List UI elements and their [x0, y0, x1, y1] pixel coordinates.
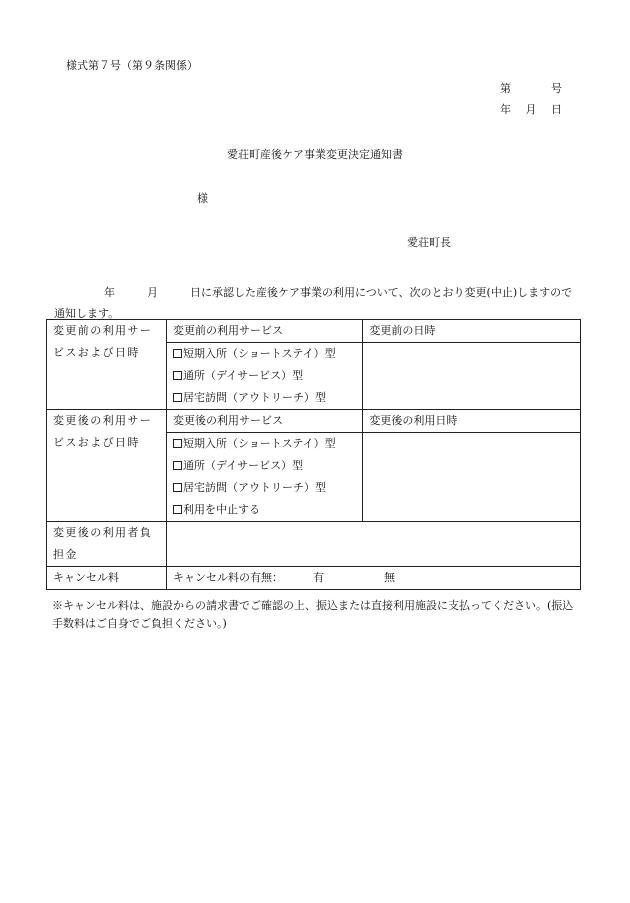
- after-service-header: 変更後の利用サービス: [166, 410, 362, 433]
- checkbox-icon: [173, 505, 182, 514]
- before-service-options: [166, 343, 362, 410]
- after-option-cancel-use[interactable]: 利用を中止する: [173, 499, 356, 521]
- document-title: 愛荘町産後ケア事業変更決定通知書: [227, 148, 403, 161]
- checkbox-icon: [173, 393, 182, 402]
- date-month: 月: [525, 103, 537, 116]
- before-service-header: 変更前の利用サービス: [166, 320, 362, 343]
- form-label: 様式第７号（第９条関係）: [66, 59, 198, 72]
- document-number-prefix: 第: [500, 82, 511, 95]
- body-sentence: 日に承認した産後ケア事業の利用について、次のとおり変更(中止)しますので通知します。: [54, 286, 573, 320]
- after-option-day-service[interactable]: 通所（デイサービス）型: [173, 455, 356, 477]
- before-option-day-service[interactable]: 通所（デイサービス）型: [173, 365, 356, 387]
- before-label: 変更前の利用サービスおよび日時: [47, 320, 167, 410]
- cancel-fee-yes[interactable]: 有: [312, 571, 324, 584]
- after-option-outreach[interactable]: 居宅訪問（アウトリーチ）型: [173, 477, 356, 499]
- cancel-fee-no[interactable]: 無: [383, 571, 395, 584]
- before-date-value[interactable]: [363, 343, 581, 410]
- body-month: 月: [147, 286, 158, 299]
- checkbox-icon: [173, 349, 182, 358]
- body-year: 年: [104, 286, 115, 299]
- document-date: [500, 104, 562, 115]
- burden-label: 変更後の利用者負担金: [47, 522, 167, 567]
- note-cancel-fee: ※キャンセル料は、施設からの請求書でご確認の上、振込または直接利用施設に支払ってください。(振込手数料はご自身でご負担ください。): [52, 599, 574, 630]
- change-table: [46, 319, 581, 590]
- before-date-header: 変更前の日時: [363, 320, 581, 343]
- after-service-options: [166, 433, 362, 522]
- before-option-outreach[interactable]: 居宅訪問（アウトリーチ）型: [173, 387, 356, 409]
- cancel-fee-options: [166, 567, 580, 590]
- date-day: 日: [551, 103, 562, 116]
- issuer: 愛荘町長: [407, 236, 451, 249]
- after-option-short-stay[interactable]: 短期入所（ショートステイ）型: [173, 433, 356, 455]
- notes: [52, 597, 584, 633]
- after-label: 変更後の利用サービスおよび日時: [47, 410, 167, 522]
- after-date-header: 変更後の利用日時: [363, 410, 581, 433]
- cancel-fee-label: キャンセル料: [47, 567, 167, 590]
- checkbox-icon: [173, 371, 182, 380]
- date-year: 年: [500, 103, 511, 116]
- addressee: 様: [197, 192, 208, 205]
- body-text: [54, 282, 580, 324]
- checkbox-icon: [173, 483, 182, 492]
- before-option-short-stay[interactable]: 短期入所（ショートステイ）型: [173, 343, 356, 365]
- document-number-suffix: 号: [551, 82, 562, 95]
- cancel-fee-question: キャンセル料の有無：: [172, 571, 283, 584]
- document-number: [500, 83, 562, 94]
- checkbox-icon: [173, 461, 182, 470]
- after-date-value[interactable]: [363, 433, 581, 522]
- burden-value[interactable]: [166, 522, 580, 567]
- checkbox-icon: [173, 439, 182, 448]
